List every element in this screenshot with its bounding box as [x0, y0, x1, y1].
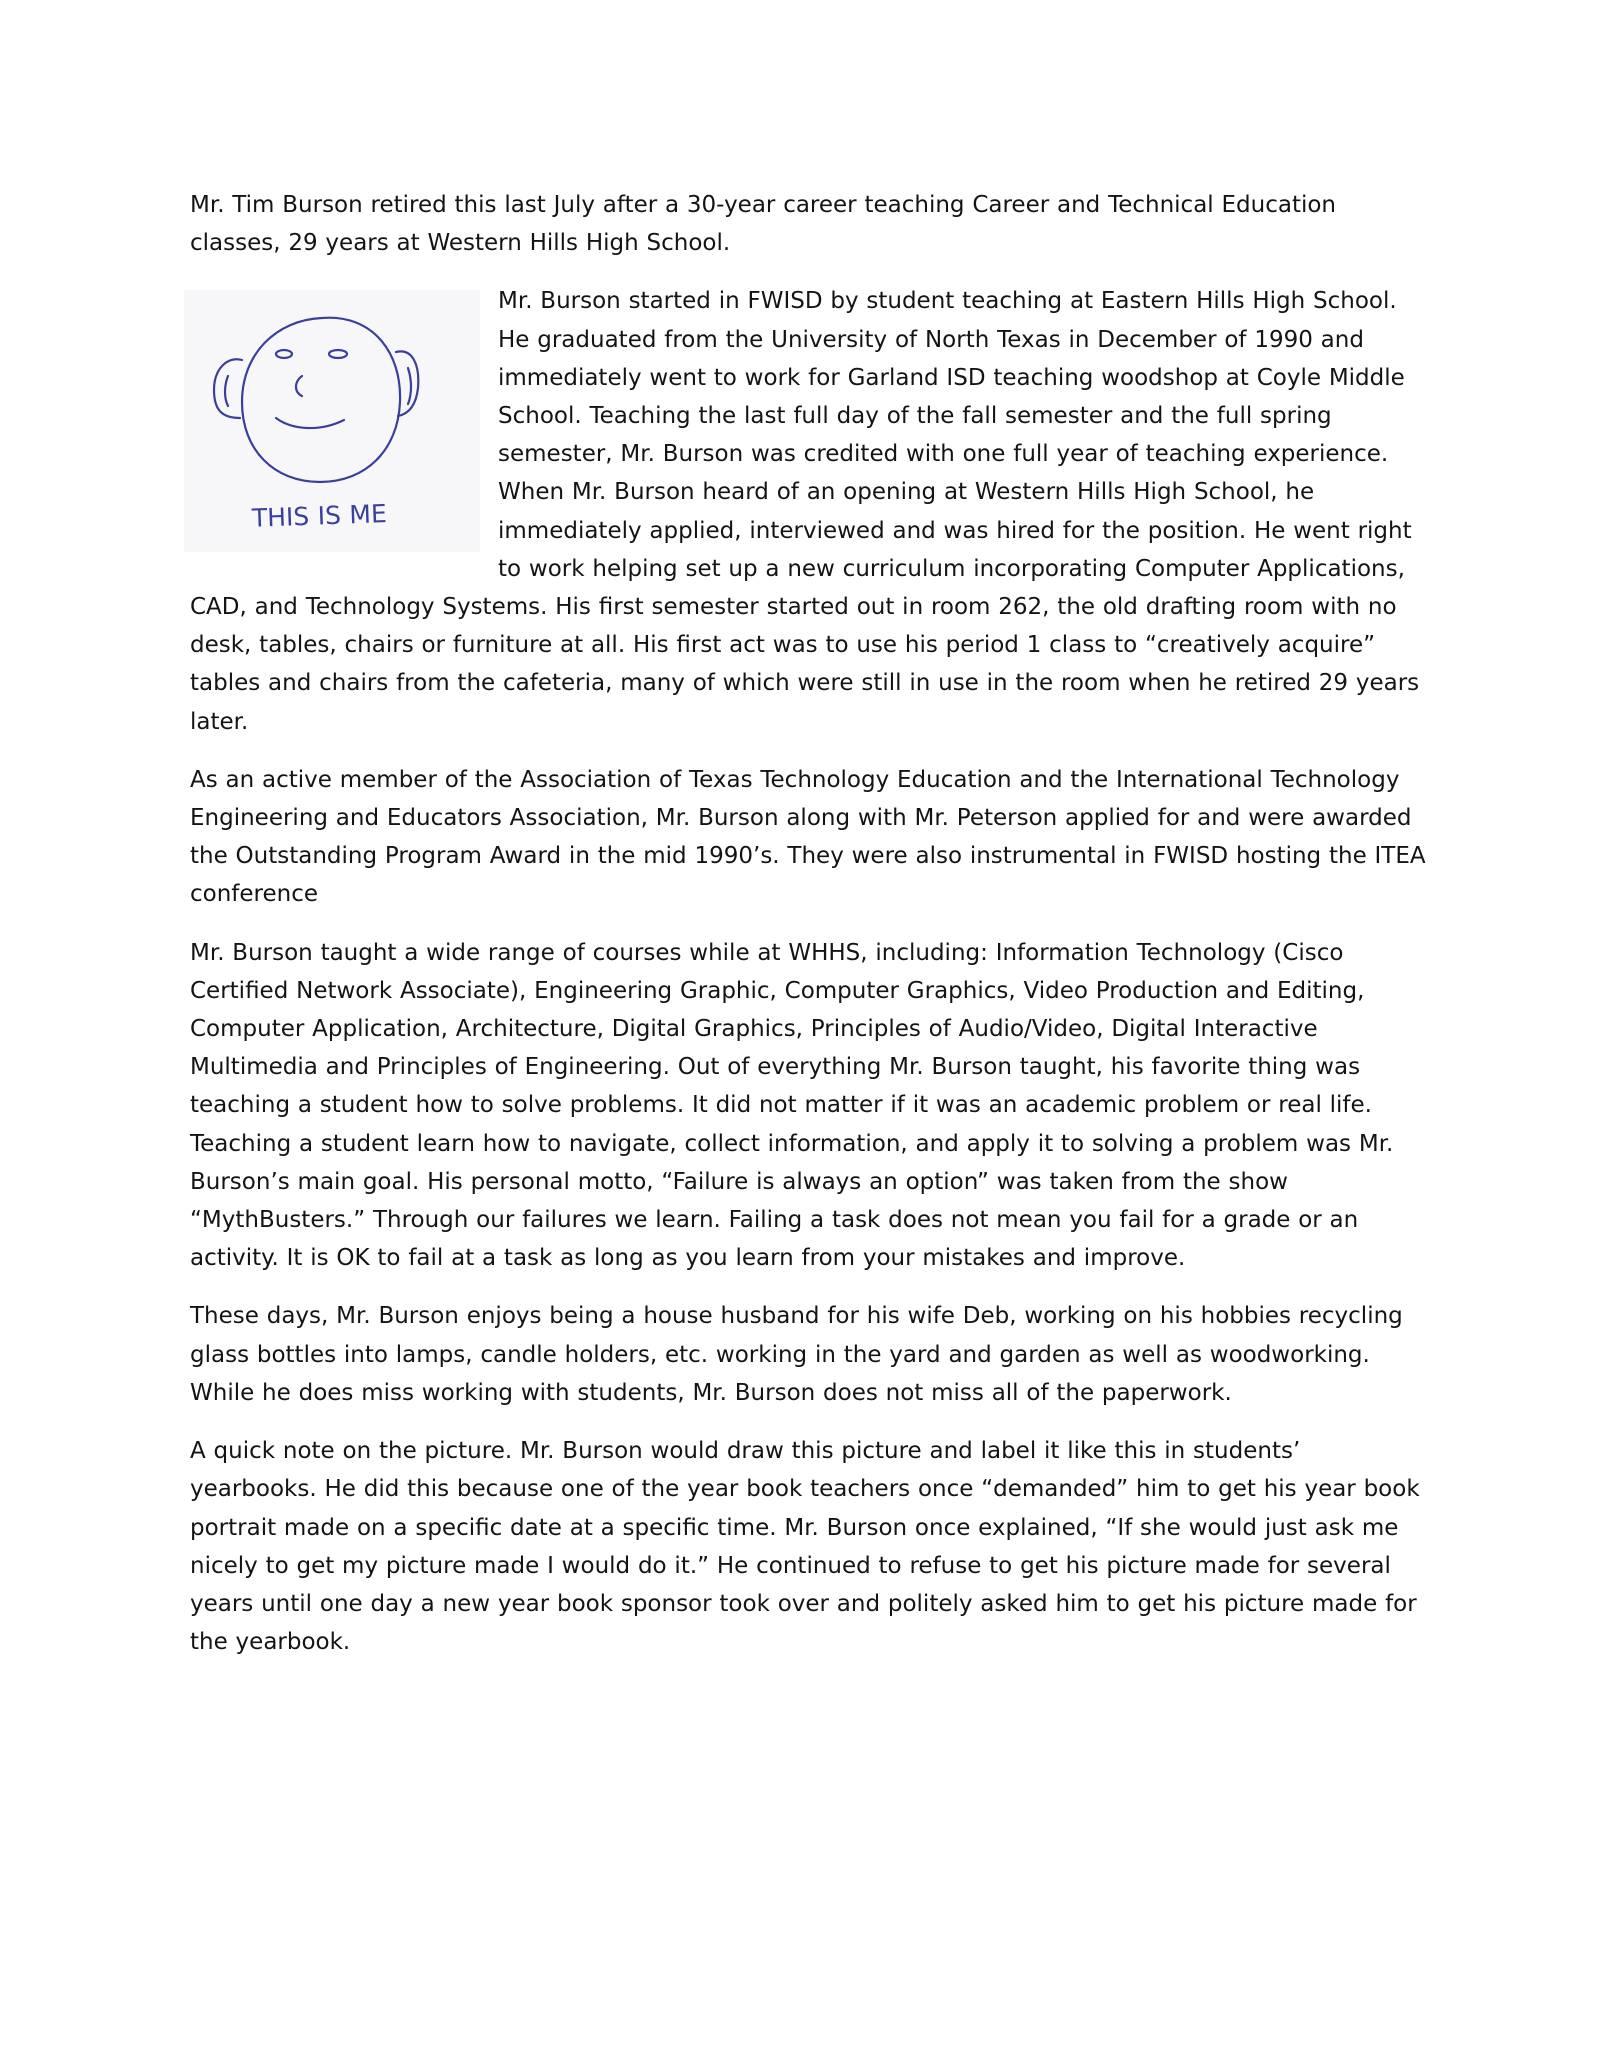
nose: [296, 376, 302, 396]
left-eye: [276, 350, 292, 358]
paragraph-associations: As an active member of the Association of Texas Technology Education and the International Technology Engineering and Educators Association, Mr. Burson along with Mr. Peterson applied for and were awarded the Outstanding Program Award in the mid 1990’s. They were also instrumental in FWISD hosting the ITEA conference: [190, 766, 1426, 908]
self-portrait-sketch: [184, 290, 480, 552]
article-body: [190, 186, 1430, 1681]
sketch-caption: THIS IS ME: [251, 499, 388, 534]
paragraph-retired-life: These days, Mr. Burson enjoys being a house husband for his wife Deb, working on his hobbies recycling glass bottles into lamps, candle holders, etc. working in the yard and garden as well as woodworking. While he does miss working with students, Mr. Burson does not miss all of the paperwork.: [190, 1303, 1403, 1406]
right-eye: [329, 350, 347, 358]
face-outline: [242, 318, 400, 482]
paragraph-career-start: Mr. Burson started in FWISD by student teaching at Eastern Hills High School. He graduated from the University of North Texas in December of 1990 and immediately went to work for Garland ISD teaching woodshop at Coyle Middle School. Teaching the last full day of the fall semester and the full spring semester, Mr. Burson was credited with one full year of teaching experience. When Mr. Burson heard of an opening at Western Hills High School, he immediately applied, interviewed and was hired for the position. He went right to work helping set up a new curriculum incorporating Computer Applications, CAD, and Technology Systems. His first semester started out in room 262, the old drafting room with no desk, tables, chairs or furniture at all. His first act was to use his period 1 class to “creatively acquire” tables and chairs from the cafeteria, many of which were still in use in the room when he retired 29 years later.: [190, 288, 1420, 735]
paragraph-picture-note: A quick note on the picture. Mr. Burson would draw this picture and label it like this in students’ yearbooks. He did this because one of the year book teachers once “demanded” him to get his year book portrait made on a specific date at a specific time. Mr. Burson once explained, “If she would just ask me nicely to get my picture made I would do it.” He continued to refuse to get his picture made for several years until one day a new year book sponsor took over and politely asked him to get his picture made for the yearbook.: [190, 1438, 1420, 1656]
paragraph-retirement: Mr. Tim Burson retired this last July after a 30-year career teaching Career and Technical Education classes, 29 years at Western Hills High School.: [190, 192, 1336, 257]
left-ear: [214, 360, 242, 419]
smiley-face-drawing: [184, 290, 480, 552]
paragraph-courses: Mr. Burson taught a wide range of courses while at WHHS, including: Information Technology (Cisco Certified Network Associate), Engineering Graphic, Computer Graphics, Video Production and Editing, Computer Application, Architecture, Digital Graphics, Principles of Audio/Video, Digital Interactive Multimedia and Principles of Engineering. Out of everything Mr. Burson taught, his favorite thing was teaching a student how to solve problems. It did not matter if it was an academic problem or real life. Teaching a student learn how to navigate, collect information, and apply it to solving a problem was Mr. Burson’s main goal. His personal motto, “Failure is always an option” was taken from the show “MythBusters.” Through our failures we learn. Failing a task does not mean you fail for a grade or an activity. It is OK to fail at a task as long as you learn from your mistakes and improve.: [190, 939, 1394, 1272]
smile: [276, 418, 344, 428]
